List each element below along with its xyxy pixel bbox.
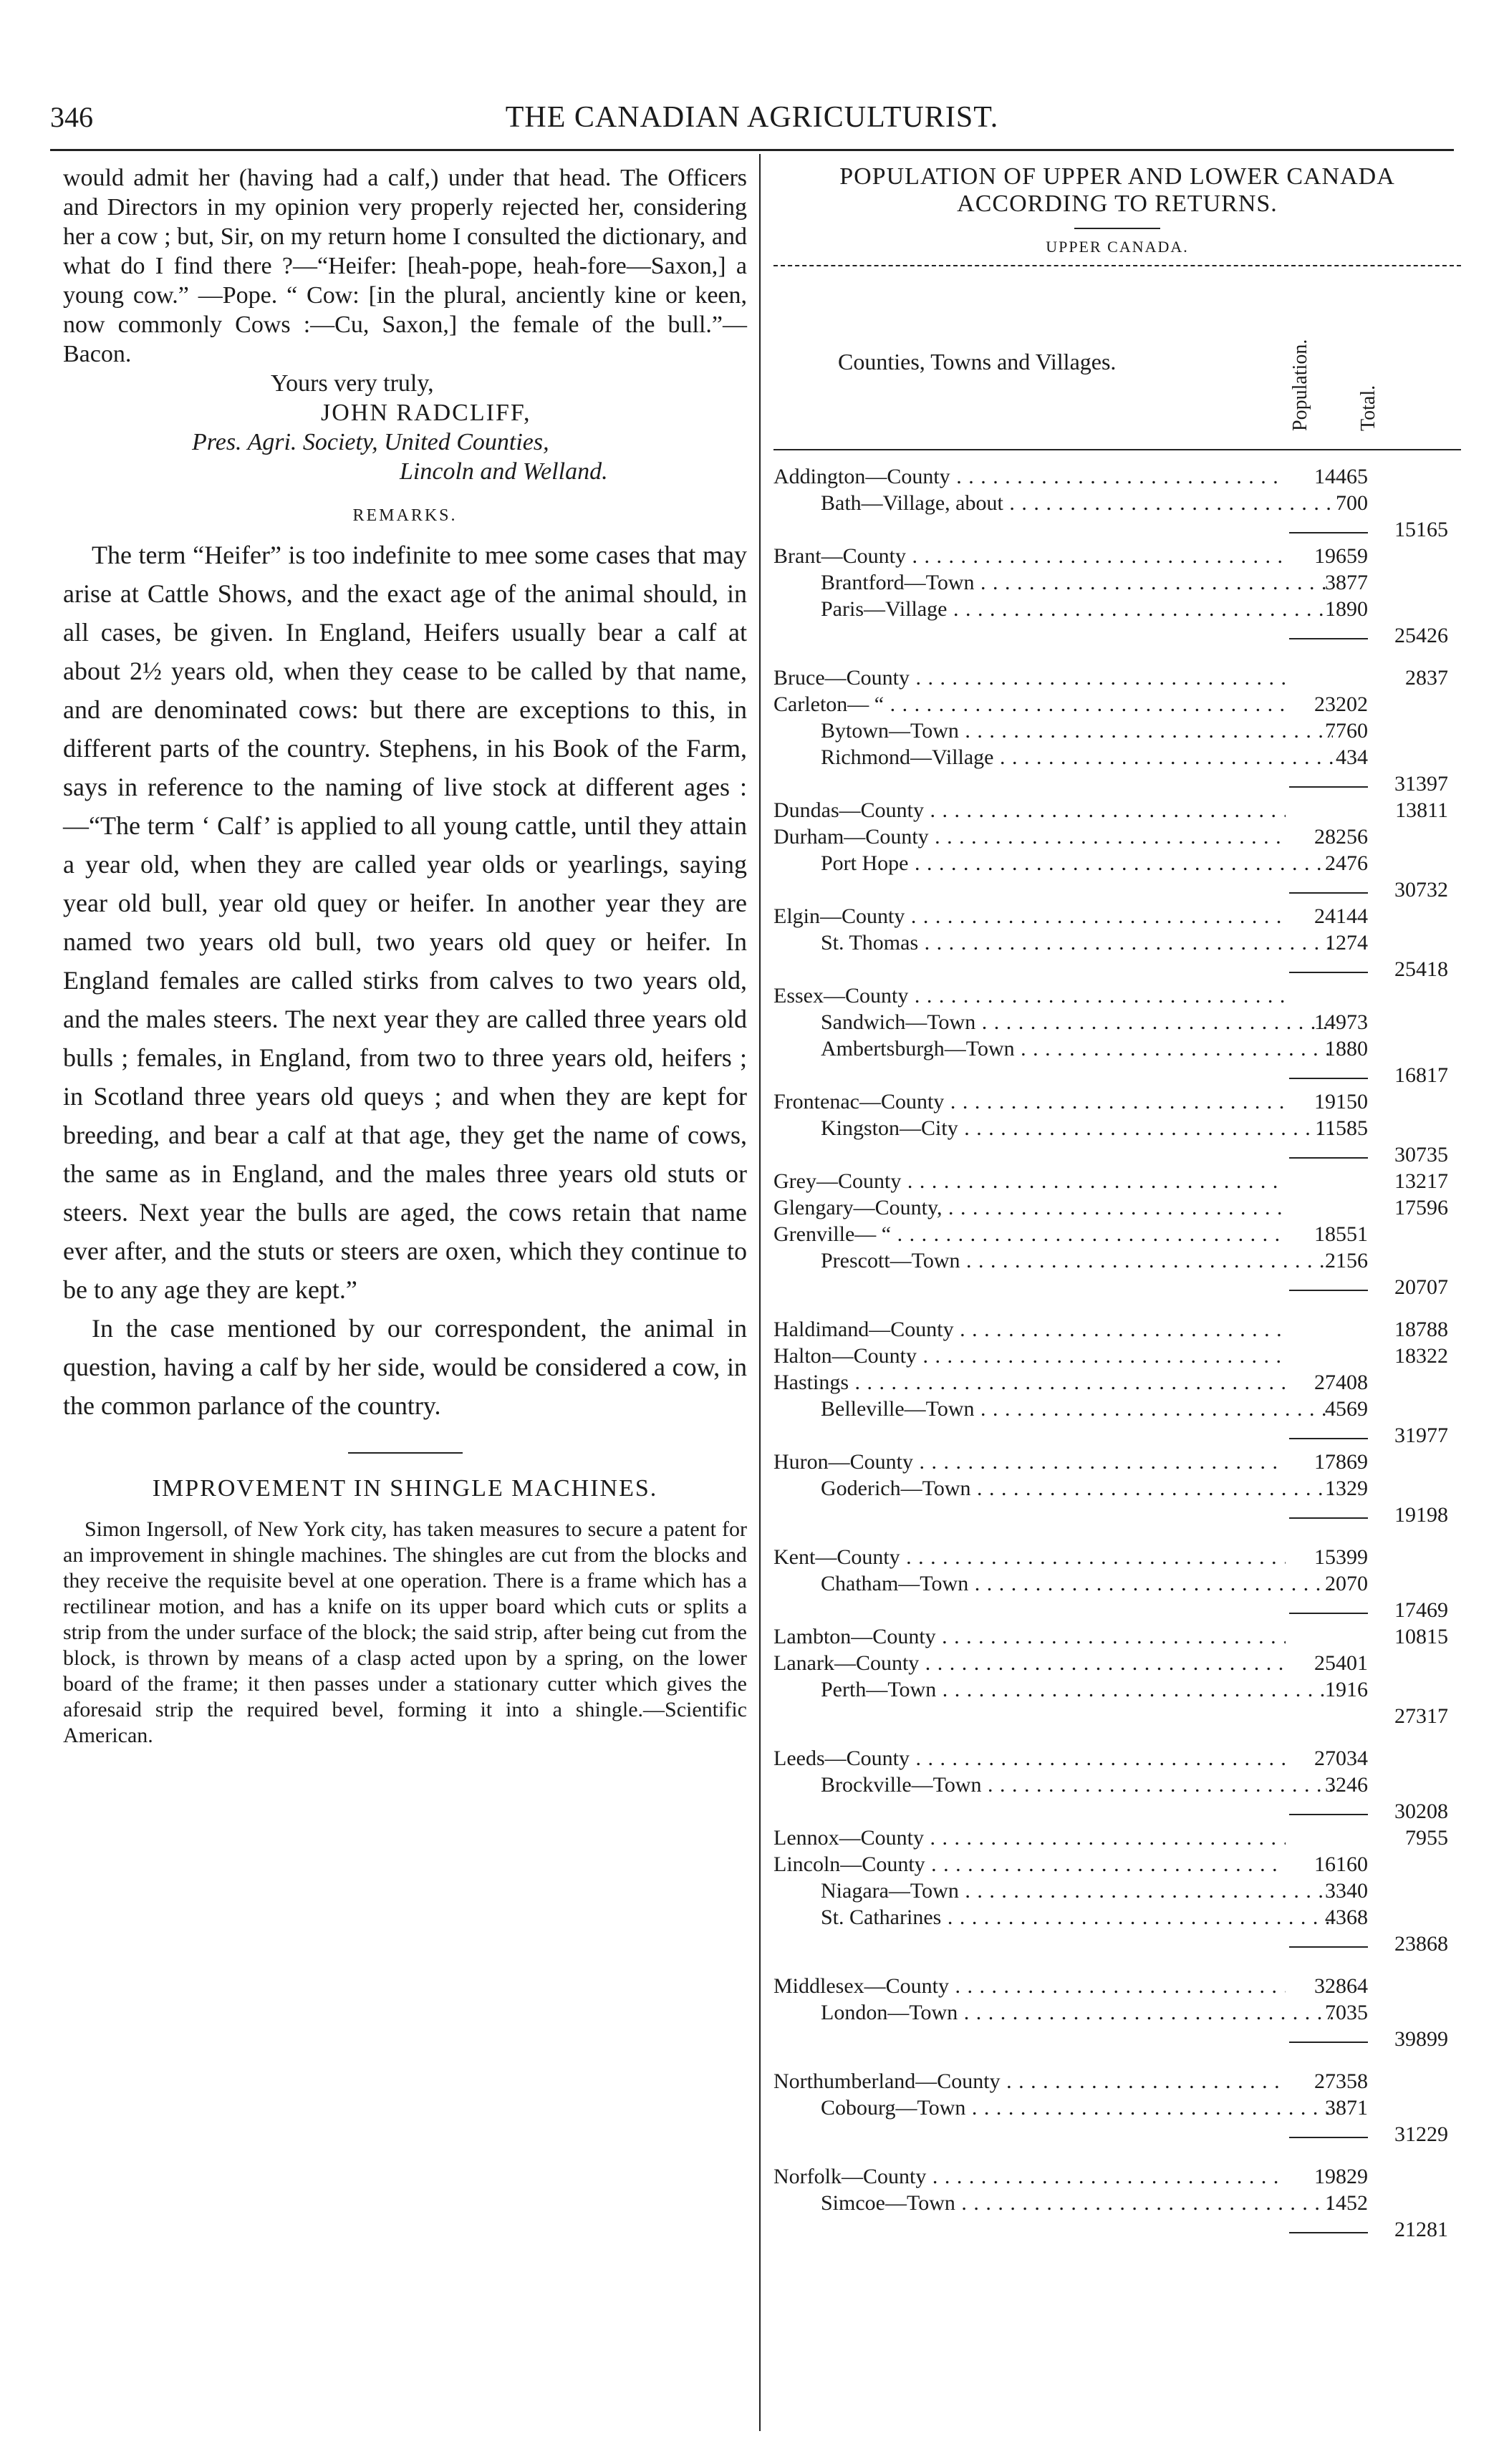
- population-value: 23202: [1314, 692, 1368, 716]
- total-value: 21281: [1394, 2218, 1448, 2241]
- place-name: Niagara—Town . . .: [773, 1878, 1333, 1904]
- place-name: Northumberland—County . . .: [773, 2068, 1286, 2095]
- town-row: [773, 1878, 1461, 1904]
- population-value: 700: [1336, 491, 1368, 515]
- town-row: [773, 718, 1461, 744]
- population-value: 28256: [1314, 825, 1368, 849]
- total-value: 18322: [1394, 1344, 1448, 1368]
- remarks-section: [63, 506, 747, 1425]
- town-row: [773, 569, 1461, 596]
- population-value: 1452: [1325, 2191, 1368, 2215]
- place-name: Kingston—City . . .: [773, 1115, 1333, 1141]
- place-name: Simcoe—Town . . .: [773, 2190, 1333, 2216]
- total-value: 2837: [1405, 666, 1448, 690]
- remarks-heading: REMARKS.: [352, 506, 458, 525]
- total-row: [773, 2121, 1461, 2147]
- total-row: [773, 1931, 1461, 1957]
- population-value: 1916: [1325, 1678, 1368, 1701]
- population-value: 15399: [1314, 1545, 1368, 1569]
- place-name: Frontenac—County . . .: [773, 1088, 1286, 1115]
- population-title-line-2: ACCORDING TO RETURNS.: [957, 190, 1278, 217]
- author-title-2: Lincoln and Welland.: [400, 458, 608, 485]
- town-row: [773, 929, 1461, 956]
- county-row: [773, 1343, 1461, 1369]
- place-name: Hastings . . .: [773, 1369, 1286, 1396]
- place-name: Durham—County . . .: [773, 823, 1286, 850]
- column-header-population: Population.: [1289, 339, 1311, 431]
- letter: [63, 163, 747, 486]
- place-name: Port Hope . . .: [773, 850, 1333, 876]
- total-row: [773, 770, 1461, 797]
- place-name: Dundas—County . . .: [773, 797, 1286, 823]
- place-name: Paris—Village . . .: [773, 596, 1333, 622]
- county-row: [773, 1623, 1461, 1650]
- town-row: [773, 1772, 1461, 1798]
- county-row: [773, 463, 1461, 490]
- column-divider: [759, 154, 761, 2431]
- place-name: Glengary—County, . . .: [773, 1194, 1286, 1221]
- population-subtitle: UPPER CANADA.: [1046, 238, 1189, 256]
- population-table: [773, 463, 1461, 2243]
- place-name: Norfolk—County . . .: [773, 2163, 1286, 2190]
- county-row: [773, 1168, 1461, 1194]
- place-name: Leeds—County . . .: [773, 1745, 1286, 1772]
- author-title-1: Pres. Agri. Society, United Counties,: [192, 429, 549, 455]
- total-value: 13811: [1395, 798, 1448, 822]
- total-row: [773, 2026, 1461, 2052]
- town-row: [773, 2190, 1461, 2216]
- table-header: [773, 265, 1461, 450]
- running-title: THE CANADIAN AGRICULTURIST.: [505, 101, 999, 134]
- population-value: 14973: [1314, 1010, 1368, 1034]
- place-name: Middlesex—County . . .: [773, 1973, 1286, 1999]
- place-name: Richmond—Village . . .: [773, 744, 1333, 770]
- town-row: [773, 1396, 1461, 1422]
- county-row: [773, 1544, 1461, 1570]
- population-value: 27408: [1314, 1371, 1368, 1394]
- total-value: 13217: [1394, 1169, 1448, 1193]
- total-value: 7955: [1405, 1826, 1448, 1850]
- total-row: [773, 1422, 1461, 1449]
- place-name: Sandwich—Town . . .: [773, 1009, 1333, 1035]
- place-name: Lennox—County . . .: [773, 1825, 1286, 1851]
- total-value: 20707: [1394, 1275, 1448, 1299]
- population-value: 27034: [1314, 1746, 1368, 1770]
- town-row: [773, 1570, 1461, 1597]
- population-value: 27358: [1314, 2069, 1368, 2093]
- population-value: 3340: [1325, 1879, 1368, 1903]
- town-row: [773, 744, 1461, 770]
- total-row: [773, 2216, 1461, 2243]
- population-value: 25401: [1314, 1651, 1368, 1675]
- total-value: 31229: [1394, 2122, 1448, 2146]
- county-row: [773, 1316, 1461, 1343]
- place-name: Lincoln—County . . .: [773, 1851, 1286, 1878]
- county-row: [773, 903, 1461, 929]
- total-dash: [1289, 1814, 1368, 1815]
- total-row: [773, 1597, 1461, 1623]
- place-name: Brantford—Town . . .: [773, 569, 1333, 596]
- total-row: [773, 1502, 1461, 1528]
- place-name: Bytown—Town . . .: [773, 718, 1333, 744]
- place-name: London—Town . . .: [773, 1999, 1333, 2026]
- place-name: Perth—Town . . .: [773, 1676, 1333, 1703]
- population-value: 18551: [1314, 1222, 1368, 1246]
- place-name: Lanark—County . . .: [773, 1650, 1286, 1676]
- population-value: 7035: [1325, 2001, 1368, 2024]
- total-value: 23868: [1394, 1932, 1448, 1956]
- county-row: [773, 1369, 1461, 1396]
- total-row: [773, 956, 1461, 982]
- county-row: [773, 1973, 1461, 1999]
- total-dash: [1289, 1438, 1368, 1439]
- population-value: 24144: [1314, 904, 1368, 928]
- total-value: 17596: [1394, 1196, 1448, 1219]
- total-value: 39899: [1394, 2027, 1448, 2051]
- population-value: 16160: [1314, 1852, 1368, 1876]
- population-value: 4569: [1325, 1397, 1368, 1421]
- total-dash: [1289, 1078, 1368, 1079]
- place-name: Bruce—County . . .: [773, 665, 1286, 691]
- population-value: 3246: [1325, 1773, 1368, 1797]
- place-name: Belleville—Town . . .: [773, 1396, 1333, 1422]
- county-row: [773, 797, 1461, 823]
- total-dash: [1289, 972, 1368, 973]
- total-value: 30735: [1394, 1143, 1448, 1166]
- place-name: Bath—Village, about . . .: [773, 490, 1333, 516]
- header-rule: [50, 149, 1454, 151]
- place-name: St. Catharines . . .: [773, 1904, 1333, 1931]
- place-name: Prescott—Town . . .: [773, 1247, 1333, 1274]
- total-row: [773, 516, 1461, 543]
- column-header-counties: Counties, Towns and Villages.: [838, 349, 1117, 375]
- place-name: Lambton—County . . .: [773, 1623, 1286, 1650]
- county-row: [773, 1745, 1461, 1772]
- county-row: [773, 1221, 1461, 1247]
- town-row: [773, 1115, 1461, 1141]
- county-row: [773, 982, 1461, 1009]
- county-row: [773, 1851, 1461, 1878]
- improvement-heading: IMPROVEMENT IN SHINGLE MACHINES.: [152, 1475, 658, 1502]
- town-row: [773, 596, 1461, 622]
- county-row: [773, 823, 1461, 850]
- signature-block: [63, 369, 747, 486]
- population-value: 14465: [1314, 465, 1368, 488]
- total-dash: [1289, 1290, 1368, 1291]
- total-row: [773, 622, 1461, 649]
- town-row: [773, 1247, 1461, 1274]
- total-value: 17469: [1394, 1598, 1448, 1622]
- population-value: 2070: [1325, 1572, 1368, 1595]
- place-name: Carleton— “ . . .: [773, 691, 1286, 718]
- improvement-body: Simon Ingersoll, of New York city, has taken measures to secure a patent for an improvement in shingle machines. The shingles are cut from the blocks and they receive the requisite bevel at one operation. There is a frame which has a rectilinear motion, and has a knife on its upper board which cuts or splits a strip from the under surface of the block; the said strip, after being cut from the block, is thrown by means of a clasp acted upon by a spring, on the lower board of the frame; it then passes under a stationary cutter which gives the aforesaid strip the required bevel, forming it into a shingle.—Scientific American.: [63, 1517, 747, 1747]
- total-value: 30208: [1394, 1799, 1448, 1823]
- place-name: Haldimand—County . . .: [773, 1316, 1286, 1343]
- population-value: 19659: [1314, 544, 1368, 568]
- population-value: 3871: [1325, 2096, 1368, 2120]
- county-row: [773, 1194, 1461, 1221]
- population-value: 1890: [1325, 597, 1368, 621]
- county-row: [773, 1449, 1461, 1475]
- right-column: [773, 163, 1461, 2243]
- place-name: Halton—County . . .: [773, 1343, 1286, 1369]
- letter-closing: Yours very truly,: [271, 370, 434, 397]
- section-rule: [348, 1452, 463, 1454]
- town-row: [773, 1999, 1461, 2026]
- improvement-section: [63, 1475, 747, 1749]
- total-value: 25418: [1394, 957, 1448, 981]
- place-name: Grenville— “ . . .: [773, 1221, 1286, 1247]
- total-dash: [1289, 2232, 1368, 2233]
- population-value: 1274: [1325, 931, 1368, 955]
- total-row: [773, 1798, 1461, 1825]
- total-value: 27317: [1394, 1704, 1448, 1728]
- total-value: 31977: [1394, 1424, 1448, 1447]
- page-header: [50, 100, 1454, 143]
- remarks-paragraph-2: In the case mentioned by our correspondent, the animal in question, having a calf by her side, would be considered a cow, in the common parlance of the country.: [63, 1314, 747, 1420]
- total-row: [773, 876, 1461, 903]
- population-title: [773, 163, 1461, 218]
- place-name: St. Thomas . . .: [773, 929, 1333, 956]
- county-row: [773, 691, 1461, 718]
- population-value: 4368: [1325, 1905, 1368, 1929]
- remarks-paragraph-1: The term “Heifer” is too indefinite to mee some cases that may arise at Cattle Shows, and the exact age of the animal should, in all cases, be given. In England, Heifers usually bear a calf at about 2½ years old, when they cease to be called by that name, and are denominated cows: but there are exceptions to this, in different parts of the country. Stephens, in his Book of the Farm, says in reference to the naming of live stock at different ages :—“The term ‘ Calf’ is applied to all young cattle, until they attain a year old, when they are called year olds or yearlings, saying year old bull, year old quey or heifer. In another year they are named two years old bull, two years old quey or heifer. In England females are called stirks from calves to two years old, and the males steers. The next year they are called three years old bulls ; females, in England, from two to three years old, heifers ; in Scotland three years old queys ; and when they are kept for breeding, and bear a calf at that age, they get the name of cows, the same as in England, and the males three years old stuts or steers. Next year the bulls are aged, the cows retain that name ever after, and the stuts or steers are oxen, which they continue to be to any age they are kept.”: [63, 541, 747, 1304]
- population-value: 2156: [1325, 1249, 1368, 1272]
- county-row: [773, 1650, 1461, 1676]
- total-value: 30732: [1394, 878, 1448, 902]
- total-row: [773, 1141, 1461, 1168]
- population-value: 19829: [1314, 2165, 1368, 2188]
- author-name: JOHN RADCLIFF,: [321, 400, 531, 426]
- total-dash: [1289, 1517, 1368, 1519]
- place-name: Goderich—Town . . .: [773, 1475, 1333, 1502]
- total-dash: [1289, 1613, 1368, 1614]
- total-dash: [1289, 532, 1368, 533]
- population-value: 19150: [1314, 1090, 1368, 1113]
- left-column: [63, 163, 747, 1749]
- total-value: 31397: [1394, 772, 1448, 796]
- town-row: [773, 1676, 1461, 1703]
- title-rule: [1074, 228, 1160, 229]
- total-value: 25426: [1394, 624, 1448, 647]
- total-dash: [1289, 1157, 1368, 1159]
- town-row: [773, 1475, 1461, 1502]
- total-value: 15165: [1394, 518, 1448, 541]
- county-row: [773, 1825, 1461, 1851]
- town-row: [773, 1035, 1461, 1062]
- county-row: [773, 665, 1461, 691]
- total-row: [773, 1062, 1461, 1088]
- place-name: Kent—County . . .: [773, 1544, 1286, 1570]
- total-row: [773, 1274, 1461, 1300]
- county-row: [773, 543, 1461, 569]
- total-dash: [1289, 638, 1368, 639]
- population-title-line-1: POPULATION OF UPPER AND LOWER CANADA: [839, 163, 1395, 190]
- town-row: [773, 1904, 1461, 1931]
- town-row: [773, 850, 1461, 876]
- population-value: 11585: [1315, 1116, 1368, 1140]
- place-name: Cobourg—Town . . .: [773, 2095, 1333, 2121]
- total-value: 18788: [1394, 1318, 1448, 1341]
- place-name: Brant—County . . .: [773, 543, 1286, 569]
- population-value: 1329: [1325, 1477, 1368, 1500]
- total-row: [773, 1703, 1461, 1729]
- place-name: Grey—County . . .: [773, 1168, 1286, 1194]
- column-header-total: Total.: [1357, 385, 1379, 431]
- place-name: Elgin—County . . .: [773, 903, 1286, 929]
- population-value: 434: [1336, 745, 1368, 769]
- county-row: [773, 1088, 1461, 1115]
- total-dash: [1289, 892, 1368, 894]
- population-value: 32864: [1314, 1974, 1368, 1998]
- total-dash: [1289, 2137, 1368, 2138]
- place-name: Addington—County . . .: [773, 463, 1286, 490]
- population-value: 1880: [1325, 1037, 1368, 1061]
- town-row: [773, 2095, 1461, 2121]
- total-value: 19198: [1394, 1503, 1448, 1527]
- place-name: Ambertsburgh—Town . . .: [773, 1035, 1333, 1062]
- county-row: [773, 2163, 1461, 2190]
- page-number: 346: [50, 101, 93, 133]
- town-row: [773, 490, 1461, 516]
- place-name: Essex—County . . .: [773, 982, 1286, 1009]
- total-value: 10815: [1394, 1625, 1448, 1648]
- total-dash: [1289, 786, 1368, 788]
- total-value: 16817: [1394, 1063, 1448, 1087]
- town-row: [773, 1009, 1461, 1035]
- place-name: Huron—County . . .: [773, 1449, 1286, 1475]
- county-row: [773, 2068, 1461, 2095]
- population-value: 3877: [1325, 571, 1368, 594]
- population-value: 2476: [1325, 851, 1368, 875]
- total-dash: [1289, 1946, 1368, 1948]
- place-name: Brockville—Town . . .: [773, 1772, 1333, 1798]
- letter-text: would admit her (having had a calf,) under that head. The Officers and Directors in my opinion very properly rejected her, considering her a cow ; but, Sir, on my return home I consulted the dictionary, and what do I find there ?—“Heifer: [heah-pope, heah-fore—Saxon,] a young cow.” —Pope. “ Cow: [in the plural, anciently kine or keen, now commonly Cows :—Cu, Saxon,] the female of the bull.”—Bacon.: [63, 165, 747, 367]
- total-dash: [1289, 2042, 1368, 2043]
- place-name: Chatham—Town . . .: [773, 1570, 1333, 1597]
- population-value: 17869: [1314, 1450, 1368, 1474]
- population-value: 7760: [1325, 719, 1368, 743]
